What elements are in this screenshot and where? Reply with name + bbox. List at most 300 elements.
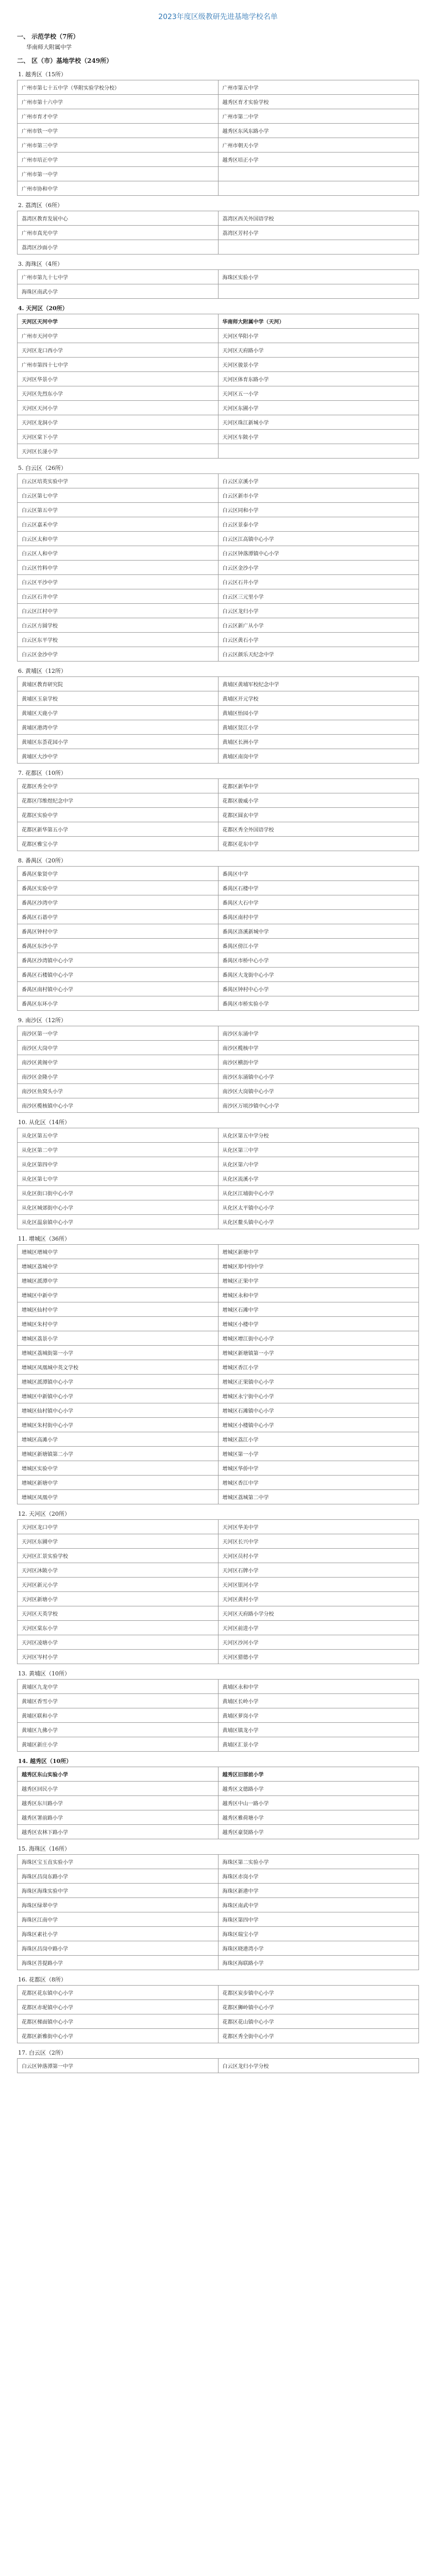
- school-table: [17, 866, 419, 1011]
- school-cell: 从化区温泉镇中心小学: [18, 1215, 219, 1229]
- school-cell: 花都区新华第五小学: [18, 822, 219, 837]
- table-row: [18, 343, 419, 358]
- school-cell: [218, 167, 419, 181]
- school-cell: 天河区汇景实验学校: [18, 1549, 219, 1563]
- school-cell: 天河区先烈东小学: [18, 386, 219, 401]
- school-cell: 增城区石滩镇中心小学: [218, 1403, 419, 1418]
- school-cell: 番禺区洛溪新城中学: [218, 924, 419, 939]
- school-table: [17, 314, 419, 459]
- table-row: [18, 604, 419, 618]
- school-cell: 白云区江高镇中心小学: [218, 532, 419, 546]
- school-cell: 增城区增江街中心小学: [218, 1331, 419, 1346]
- table-row: [18, 95, 419, 109]
- section-title: 2. 荔湾区（6所）: [18, 202, 63, 209]
- school-table: [17, 1244, 419, 1504]
- school-cell: 越秀区东山实验小学: [18, 1767, 219, 1782]
- table-row: [18, 1520, 419, 1534]
- school-cell: 花都区花山镇中心小学: [218, 2014, 419, 2029]
- school-cell: 广州市真光中学: [18, 226, 219, 240]
- school-cell: 黄埔区南岗中学: [218, 749, 419, 764]
- table-row: [18, 1621, 419, 1635]
- school-cell: 天河区新元小学: [18, 1578, 219, 1592]
- school-cell: 花都区花东中学: [218, 837, 419, 851]
- table-row: [18, 1723, 419, 1737]
- table-row: [18, 1026, 419, 1041]
- section-title: 5. 白云区（26所）: [18, 465, 66, 471]
- table-row: [18, 2029, 419, 2043]
- section-title: 4. 天河区（20所）: [18, 305, 68, 312]
- school-cell: 花都区花东镇中心小学: [18, 1986, 219, 2000]
- table-row: [18, 1476, 419, 1490]
- school-table: [17, 80, 419, 196]
- school-cell: 黄埔区九佛小学: [18, 1723, 219, 1737]
- table-row: [18, 618, 419, 633]
- table-row: [18, 1403, 419, 1418]
- table-row: [18, 1041, 419, 1055]
- school-cell: 天河区凌塘小学: [18, 1635, 219, 1650]
- table-row: [18, 589, 419, 604]
- school-table: [17, 1026, 419, 1113]
- section-title: 1. 越秀区（15所）: [18, 71, 66, 78]
- section-title: 12. 天河区（20所）: [18, 1511, 70, 1517]
- school-cell: 增城区实验中学: [18, 1461, 219, 1476]
- table-row: [18, 270, 419, 284]
- school-cell: 海珠区晓港湾小学: [218, 1941, 419, 1956]
- school-table: [17, 2058, 419, 2073]
- table-row: [18, 575, 419, 589]
- table-row: [18, 1680, 419, 1694]
- school-cell: 海珠区昌岗东路小学: [18, 1869, 219, 1884]
- school-table: [17, 1854, 419, 1970]
- school-cell: 越秀区中山一路小学: [218, 1796, 419, 1810]
- school-cell: 白云区嘉禾中学: [18, 517, 219, 532]
- district-section: [17, 1757, 419, 1839]
- table-row: [18, 2014, 419, 2029]
- school-cell: 越秀区雅荷塘小学: [218, 1810, 419, 1825]
- table-row: [18, 152, 419, 167]
- school-cell: 白云区钟落潭镇中心小学: [218, 546, 419, 561]
- school-cell: 南沙区大岗中学: [18, 1041, 219, 1055]
- school-cell: 海珠区海珠实验中学: [18, 1884, 219, 1898]
- school-cell: 海珠区宝玉直实验小学: [18, 1855, 219, 1869]
- table-row: [18, 822, 419, 837]
- school-cell: 增城区高滩小学: [18, 1432, 219, 1447]
- school-cell: 天河区棠下小学: [18, 430, 219, 444]
- school-cell: 番禺区象贤中学: [18, 867, 219, 881]
- school-table: [17, 1519, 419, 1664]
- table-row: [18, 1912, 419, 1927]
- school-cell: 南沙区第一中学: [18, 1026, 219, 1041]
- school-cell: 番禺区傍江小学: [218, 939, 419, 953]
- school-cell: 越秀区文德路小学: [218, 1782, 419, 1796]
- school-cell: 广州市天河中学: [18, 329, 219, 343]
- document-body: [17, 32, 419, 2073]
- school-cell: 白云区人和中学: [18, 546, 219, 561]
- school-cell: 广州市培正中学: [18, 152, 219, 167]
- school-cell: 天河区五一小学: [218, 386, 419, 401]
- table-row: [18, 401, 419, 415]
- school-cell: 黄埔区怡园小学: [218, 706, 419, 720]
- school-cell: 番禺区沙湾镇中心小学: [18, 953, 219, 968]
- school-cell: 白云区黄石小学: [218, 633, 419, 647]
- school-cell: 增城区凤凰城中英文学校: [18, 1360, 219, 1375]
- table-row: [18, 1549, 419, 1563]
- school-cell: 海珠区素社小学: [18, 1927, 219, 1941]
- school-cell: 增城区新塘中学: [18, 1476, 219, 1490]
- school-cell: 增城区中新中学: [18, 1288, 219, 1302]
- school-cell: 越秀区东风东路小学: [218, 124, 419, 138]
- school-cell: 越秀区东川路小学: [18, 1796, 219, 1810]
- school-cell: 增城区永宁街中心小学: [218, 1389, 419, 1403]
- school-cell: 花都区梯面镇中心小学: [18, 2014, 219, 2029]
- table-row: [18, 1447, 419, 1461]
- table-row: [18, 1128, 419, 1143]
- school-cell: 花都区新华中学: [218, 779, 419, 793]
- school-cell: 天河区车陂小学: [218, 430, 419, 444]
- table-row: [18, 1375, 419, 1389]
- school-cell: 天河区石牌小学: [218, 1563, 419, 1578]
- school-cell: 番禺区东环小学: [18, 996, 219, 1011]
- school-cell: 南沙区黄阁中学: [18, 1055, 219, 1070]
- section-title: 9. 南沙区（12所）: [18, 1017, 66, 1024]
- table-row: [18, 996, 419, 1011]
- table-row: [18, 706, 419, 720]
- table-row: [18, 329, 419, 343]
- table-row: [18, 211, 419, 226]
- table-row: [18, 1869, 419, 1884]
- school-cell: 天河区天英学校: [18, 1606, 219, 1621]
- school-cell: 增城区新塘镇第一小学: [218, 1346, 419, 1360]
- school-cell: 番禺区市桥实验小学: [218, 996, 419, 1011]
- school-cell: 从化区第二中学: [18, 1143, 219, 1157]
- school-cell: 南沙区榄核中学: [218, 1041, 419, 1055]
- section-title: 7. 花都区（10所）: [18, 770, 66, 776]
- school-table: [17, 211, 419, 255]
- table-row: [18, 677, 419, 691]
- table-row: [18, 444, 419, 459]
- school-cell: 增城区派潭镇中心小学: [18, 1375, 219, 1389]
- school-cell: 海珠区绿翠中学: [18, 1898, 219, 1912]
- table-row: [18, 939, 419, 953]
- school-cell: 增城区新塘中学: [218, 1245, 419, 1259]
- table-row: [18, 1143, 419, 1157]
- school-cell: 从化区江埔街中心小学: [218, 1186, 419, 1200]
- table-row: [18, 1578, 419, 1592]
- table-row: [18, 1274, 419, 1288]
- district-section: [17, 856, 419, 1011]
- school-cell: 番禺区沙湾中学: [18, 895, 219, 910]
- table-row: [18, 1302, 419, 1317]
- table-row: [18, 982, 419, 996]
- school-cell: 增城区香江小学: [218, 1360, 419, 1375]
- school-cell: 番禺区石楼镇中心小学: [18, 968, 219, 982]
- table-row: [18, 167, 419, 181]
- school-cell: 花都区秀全中学: [18, 779, 219, 793]
- school-cell: 白云区培英实验中学: [18, 474, 219, 488]
- table-row: [18, 488, 419, 503]
- table-row: [18, 1317, 419, 1331]
- school-cell: [218, 444, 419, 459]
- school-cell: 番禺区南村镇中心小学: [18, 982, 219, 996]
- school-cell: 越秀区培正小学: [218, 152, 419, 167]
- table-row: [18, 1782, 419, 1796]
- school-cell: 从化区城郊街中心小学: [18, 1200, 219, 1215]
- district-section: [17, 1234, 419, 1504]
- school-cell: 广州市第五中学: [218, 80, 419, 95]
- school-cell: 番禺区南村中学: [218, 910, 419, 924]
- school-table: [17, 1985, 419, 2043]
- school-cell: 从化区太平镇中心小学: [218, 1200, 419, 1215]
- school-cell: 天河区天河小学: [18, 401, 219, 415]
- table-row: [18, 1767, 419, 1782]
- school-cell: 黄埔区开元学校: [218, 691, 419, 706]
- table-row: [18, 720, 419, 735]
- school-cell: 白云区太和中学: [18, 532, 219, 546]
- school-cell: 番禺区实验中学: [18, 881, 219, 895]
- school-cell: 广州市第九十七中学: [18, 270, 219, 284]
- school-cell: 白云区东平学校: [18, 633, 219, 647]
- school-cell: 天河区银河小学: [218, 1578, 419, 1592]
- school-cell: 番禺区东沙小学: [18, 939, 219, 953]
- school-cell: 天河区员村小学: [218, 1549, 419, 1563]
- table-row: [18, 1360, 419, 1375]
- school-cell: 南沙区大岗镇中心小学: [218, 1084, 419, 1098]
- school-cell: 从化区第五中学: [18, 1128, 219, 1143]
- table-row: [18, 240, 419, 255]
- district-section: [17, 667, 419, 764]
- district-section: [17, 260, 419, 299]
- school-table: [17, 473, 419, 662]
- table-row: [18, 314, 419, 329]
- table-row: [18, 503, 419, 517]
- school-cell: 从化区第七中学: [18, 1172, 219, 1186]
- school-cell: 海珠区昌岗中路小学: [18, 1941, 219, 1956]
- school-cell: 白云区三元里小学: [218, 589, 419, 604]
- school-cell: 增城区增城中学: [18, 1245, 219, 1259]
- table-row: [18, 1606, 419, 1621]
- school-cell: 海珠区南武小学: [18, 284, 219, 299]
- school-cell: 越秀区旧部前小学: [218, 1767, 419, 1782]
- table-row: [18, 109, 419, 124]
- table-row: [18, 1737, 419, 1752]
- school-cell: 增城区永和中学: [218, 1288, 419, 1302]
- school-cell: 增城区正果中学: [218, 1274, 419, 1288]
- school-cell: 增城区郑中钧中学: [218, 1259, 419, 1274]
- school-cell: 白云区钟落潭第一中学: [18, 2059, 219, 2073]
- document-title: 2023年度区级教研先进基地学校名单: [158, 13, 278, 21]
- school-cell: 增城区朱村街中心小学: [18, 1418, 219, 1432]
- school-cell: 从化区流溪小学: [218, 1172, 419, 1186]
- school-cell: 天河区黄村小学: [218, 1592, 419, 1606]
- table-row: [18, 386, 419, 401]
- school-table: [17, 1767, 419, 1839]
- table-row: [18, 1898, 419, 1912]
- part1-title: 一、 示范学校（7所）: [17, 33, 79, 40]
- table-row: [18, 953, 419, 968]
- table-row: [18, 1825, 419, 1839]
- table-row: [18, 1172, 419, 1186]
- school-cell: 广州市育才中学: [18, 109, 219, 124]
- table-row: [18, 1098, 419, 1113]
- section-title: 14. 越秀区（10所）: [18, 1758, 72, 1765]
- table-row: [18, 1259, 419, 1274]
- school-cell: 海珠区南武中学: [218, 1898, 419, 1912]
- school-cell: [218, 284, 419, 299]
- table-row: [18, 735, 419, 749]
- table-row: [18, 181, 419, 196]
- table-row: [18, 837, 419, 851]
- school-cell: 番禺区中学: [218, 867, 419, 881]
- school-cell: 增城区华侨中学: [218, 1461, 419, 1476]
- school-cell: 增城区荔城街第一小学: [18, 1346, 219, 1360]
- school-cell: 增城区香江中学: [218, 1476, 419, 1490]
- table-row: [18, 881, 419, 895]
- school-cell: 黄埔区教育研究院: [18, 677, 219, 691]
- school-cell: 天河区沙河小学: [218, 1635, 419, 1650]
- school-cell: 白云区第七中学: [18, 488, 219, 503]
- school-cell: 华南师大附属中学（天河）: [218, 314, 419, 329]
- school-cell: 增城区仙村镇中心小学: [18, 1403, 219, 1418]
- school-cell: 天河区岑村小学: [18, 1650, 219, 1664]
- school-cell: 白云区第五中学: [18, 503, 219, 517]
- table-row: [18, 546, 419, 561]
- school-cell: 番禺区石碁中学: [18, 910, 219, 924]
- table-row: [18, 1215, 419, 1229]
- table-row: [18, 910, 419, 924]
- school-cell: 黄埔区汇景小学: [218, 1737, 419, 1752]
- school-cell: 天河区棠东小学: [18, 1621, 219, 1635]
- school-cell: 从化区第六中学: [218, 1157, 419, 1172]
- school-cell: 南沙区金隆小学: [18, 1070, 219, 1084]
- school-cell: 海珠区江南中学: [18, 1912, 219, 1927]
- school-cell: 增城区石滩中学: [218, 1302, 419, 1317]
- school-cell: 增城区第一小学: [218, 1447, 419, 1461]
- school-cell: 白云区颜乐天纪念中学: [218, 647, 419, 662]
- table-row: [18, 124, 419, 138]
- section-title: 11. 增城区（36所）: [18, 1235, 70, 1242]
- school-cell: 天河区龙口西小学: [18, 343, 219, 358]
- table-row: [18, 532, 419, 546]
- school-cell: 越秀区育才实验学校: [218, 95, 419, 109]
- table-row: [18, 517, 419, 532]
- section-list: [17, 70, 419, 2073]
- table-row: [18, 1186, 419, 1200]
- school-cell: 海珠区实验小学: [218, 270, 419, 284]
- school-cell: 广州市朝天小学: [218, 138, 419, 152]
- school-table: [17, 676, 419, 764]
- section-title: 15. 海珠区（16所）: [18, 1845, 70, 1852]
- school-cell: 花都区秀全外国语学校: [218, 822, 419, 837]
- school-cell: 增城区凤凰中学: [18, 1490, 219, 1504]
- school-cell: 增城区小楼中学: [218, 1317, 419, 1331]
- table-row: [18, 1084, 419, 1098]
- school-cell: 增城区荔城中学: [18, 1259, 219, 1274]
- school-cell: 花都区骏威小学: [218, 793, 419, 808]
- school-cell: 天河区东圃小学: [218, 401, 419, 415]
- school-cell: 白云区江村中学: [18, 604, 219, 618]
- table-row: [18, 779, 419, 793]
- school-cell: 黄埔区联和小学: [18, 1708, 219, 1723]
- school-cell: 天河区龙口中学: [18, 1520, 219, 1534]
- school-cell: 黄埔区新庄小学: [18, 1737, 219, 1752]
- table-row: [18, 1941, 419, 1956]
- table-row: [18, 924, 419, 939]
- school-cell: 天河区华景小学: [18, 372, 219, 386]
- school-cell: 天河区东圃中学: [18, 1534, 219, 1549]
- school-cell: 广州市铁一中学: [18, 124, 219, 138]
- table-row: [18, 1635, 419, 1650]
- table-row: [18, 80, 419, 95]
- school-cell: 增城区派潭中学: [18, 1274, 219, 1288]
- district-section: [17, 1669, 419, 1752]
- school-cell: 天河区华美中学: [218, 1520, 419, 1534]
- school-cell: 白云区金沙小学: [218, 561, 419, 575]
- table-row: [18, 691, 419, 706]
- school-cell: 番禺区大石中学: [218, 895, 419, 910]
- table-row: [18, 968, 419, 982]
- school-cell: 白云区石井小学: [218, 575, 419, 589]
- school-cell: 天河区天府路小学分校: [218, 1606, 419, 1621]
- school-cell: 越秀区署前路小学: [18, 1810, 219, 1825]
- school-cell: 天河区骏景小学: [218, 358, 419, 372]
- school-cell: 广州市协和中学: [18, 181, 219, 196]
- section-title: 8. 番禺区（20所）: [18, 857, 66, 864]
- school-cell: 增城区正果镇中心小学: [218, 1375, 419, 1389]
- school-cell: 花都区圆玄中学: [218, 808, 419, 822]
- table-row: [18, 415, 419, 430]
- school-cell: 海珠区第二实验小学: [218, 1855, 419, 1869]
- school-cell: 白云区同和小学: [218, 503, 419, 517]
- school-cell: 花都区新雅街中心小学: [18, 2029, 219, 2043]
- school-cell: 黄埔区黄埔军校纪念中学: [218, 677, 419, 691]
- school-cell: 白云区平沙中学: [18, 575, 219, 589]
- school-cell: 海珠区瑞宝小学: [218, 1927, 419, 1941]
- district-section: [17, 1118, 419, 1229]
- part2-title: 二、 区（市）基地学校（249所）: [17, 57, 113, 64]
- school-cell: 天河区长湴小学: [18, 444, 219, 459]
- school-cell: 天河区天河中学: [18, 314, 219, 329]
- school-cell: 增城区仙村中学: [18, 1302, 219, 1317]
- table-row: [18, 867, 419, 881]
- school-cell: 南沙区东涌中学: [218, 1026, 419, 1041]
- section-title: 6. 黄埔区（12所）: [18, 668, 66, 674]
- school-cell: 南沙区榄核镇中心小学: [18, 1098, 219, 1113]
- table-row: [18, 793, 419, 808]
- school-cell: 广州市第十六中学: [18, 95, 219, 109]
- school-cell: 越秀区豪贤路小学: [218, 1825, 419, 1839]
- school-cell: 增城区小楼镇中心小学: [218, 1418, 419, 1432]
- school-cell: 广州市第四十七中学: [18, 358, 219, 372]
- school-cell: 荔湾区西关外国语学校: [218, 211, 419, 226]
- school-cell: 花都区邝维煜纪念中学: [18, 793, 219, 808]
- school-cell: 南沙区万顷沙镇中心小学: [218, 1098, 419, 1113]
- school-cell: 南沙区横沥中学: [218, 1055, 419, 1070]
- table-row: [18, 1055, 419, 1070]
- table-row: [18, 1490, 419, 1504]
- table-row: [18, 1956, 419, 1970]
- school-cell: 花都区实验中学: [18, 808, 219, 822]
- district-section: [17, 769, 419, 851]
- school-cell: 黄埔区萝岗小学: [218, 1708, 419, 1723]
- school-cell: 白云区竹料中学: [18, 561, 219, 575]
- table-row: [18, 647, 419, 662]
- district-section: [17, 1975, 419, 2043]
- school-cell: 越秀区农林下路小学: [18, 1825, 219, 1839]
- table-row: [18, 895, 419, 910]
- school-cell: 海珠区海联路小学: [218, 1956, 419, 1970]
- district-section: [17, 201, 419, 255]
- district-section: [17, 464, 419, 662]
